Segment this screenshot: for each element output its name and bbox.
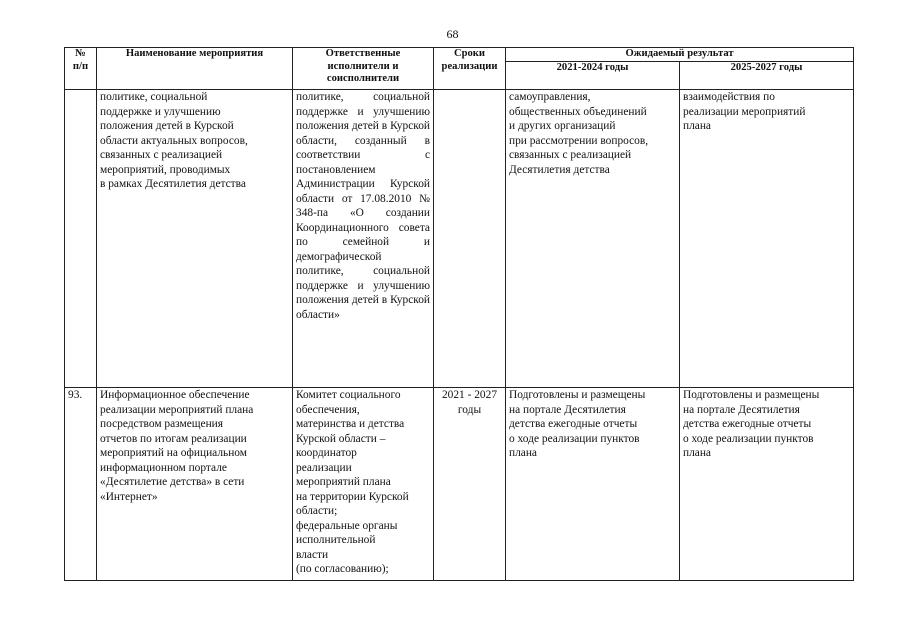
header-result-2021-2024: 2021-2024 годы	[506, 62, 680, 90]
row-number	[65, 90, 97, 388]
header-number: № п/п	[65, 48, 97, 90]
row-result-2025-2027: взаимодействия по реализации мероприятий плана	[680, 90, 854, 388]
row-event-name: политике, социальной поддержке и улучшению положения детей в Курской области актуальных вопросов, связанных с реализацией мероприятий, проводимых в рамках Десятилетия детства	[97, 90, 293, 388]
row-responsible: политике, социальной поддержке и улучшению положения детей в Курской области, созданный в соответствии с постановлением Администрации Курской области от 17.08.2010 № 348-па «О создании Координационного совета по семейной и демографической политике, социальной поддержке и улучшению положения детей в Курской области»	[293, 90, 434, 388]
row-result-2025-2027: Подготовлены и размещены на портале Десятилетия детства ежегодные отчеты о ходе реализации пунктов плана	[680, 388, 854, 581]
header-terms: Сроки реализации	[434, 48, 506, 90]
row-responsible: Комитет социального обеспечения, материнства и детства Курской области – координатор реализации мероприятий плана на территории Курской области; федеральные органы исполнительной власти (по согласованию);	[293, 388, 434, 581]
row-terms	[434, 90, 506, 388]
plan-table	[64, 47, 854, 581]
table-row	[65, 90, 854, 388]
row-terms: 2021 - 2027 годы	[434, 388, 506, 581]
row-result-2021-2024: Подготовлены и размещены на портале Десятилетия детства ежегодные отчеты о ходе реализации пунктов плана	[506, 388, 680, 581]
header-event-name: Наименование мероприятия	[97, 48, 293, 90]
header-expected-result: Ожидаемый результат	[506, 48, 854, 62]
row-event-name: Информационное обеспечение реализации мероприятий плана посредством размещения отчетов по итогам реализации мероприятий на официальном информационном портале «Десятилетие детства» в сети «Интернет»	[97, 388, 293, 581]
header-result-2025-2027: 2025-2027 годы	[680, 62, 854, 90]
row-number: 93.	[65, 388, 97, 581]
page-number: 68	[446, 27, 459, 41]
table-row	[65, 388, 854, 581]
row-result-2021-2024: самоуправления, общественных объединений и других организаций при рассмотрении вопросов, связанных с реализацией Десятилетия детства	[506, 90, 680, 388]
header-responsible: Ответственные исполнители и соисполнители	[293, 48, 434, 90]
